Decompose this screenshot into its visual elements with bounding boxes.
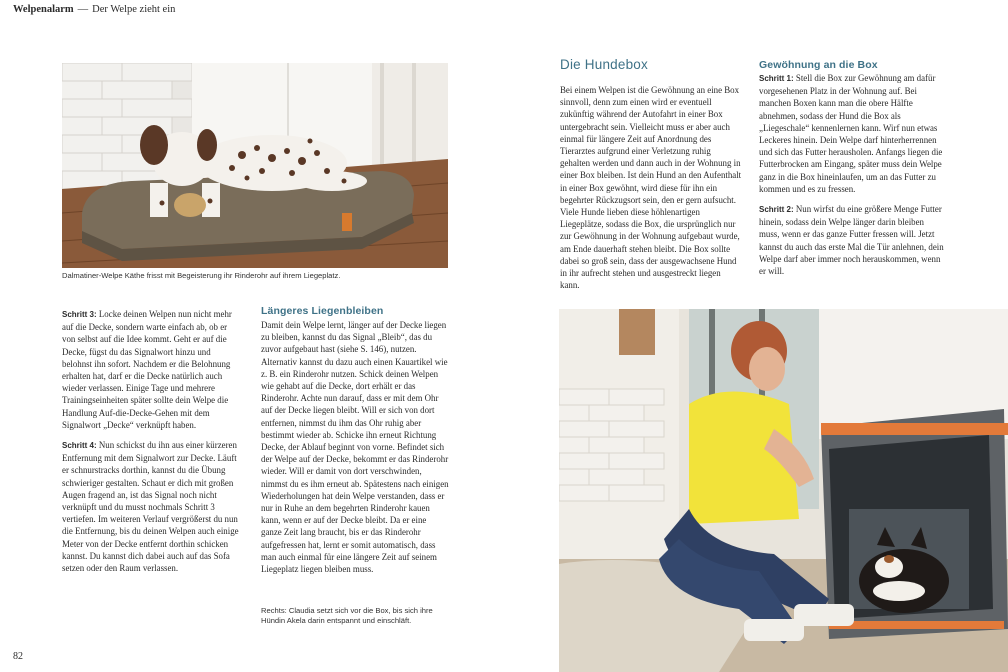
photo-caption-right: Rechts: Claudia setzt sich vor die Box, bis sich ihre Hündin Akela darin entspannt und einschläft. — [261, 606, 433, 625]
header-separator: — — [77, 4, 89, 15]
running-header — [13, 4, 175, 15]
section-heading-habituation: Gewöhnung an die Box — [759, 59, 878, 71]
right-column-2 — [759, 59, 945, 285]
page-number: 82 — [13, 651, 23, 662]
step2-text: Nun wirfst du eine größere Menge Futter hinein, sodass dein Welpe länger darin bleiben muss, wenn er das ganze Futter fressen will. Jetzt kannst du auch das erste Mal die Tür anlehnen, dein Welpe darf aber immer noch herauskommen, wenn er will. — [759, 204, 944, 277]
step2-label: Schritt 2: — [759, 205, 794, 215]
step4-label: Schritt 4: — [62, 441, 97, 451]
puppy-photo — [62, 63, 448, 268]
step1-label: Schritt 1: — [759, 74, 794, 83]
right-column-1 — [560, 57, 742, 291]
left-column — [62, 308, 240, 582]
step1-paragraph — [759, 72, 945, 195]
step4-text: Nun schickst du ihn aus einer kürzeren Entfernung mit dem Signalwort zur Decke. Läuft er schnurstracks dorthin, kannst du die Übung schwieriger gestalten. Schaut er dich mit großen Augen fragend an, ist das Signal noch nicht verknüpft und du musst nochmals Schritt 3 vertiefen. Im weiteren Verlauf vergrößerst du nun die Entfernung, bis du deinen Welpen auch einige Meter von der Decke entfernt dorthin schicken kannst. Du kannst dich dabei auch auf das Sofa setzen oder den Raum verlassen. — [62, 440, 239, 574]
section-heading-longer-lying: Längeres Liegenbleiben — [261, 305, 384, 317]
step2-paragraph — [759, 203, 945, 277]
step4-paragraph — [62, 439, 240, 574]
header-section: Welpenalarm — [13, 4, 74, 15]
section-heading-dog-box: Die Hundebox — [560, 57, 648, 72]
photo-caption: Dalmatiner-Welpe Käthe frisst mit Begeisterung ihr Rinderohr auf ihrem Liegeplatz. — [62, 271, 341, 280]
step3-paragraph — [62, 308, 240, 431]
middle-column-text: Damit dein Welpe lernt, länger auf der Decke liegen zu bleiben, kannst du das Signal „Bleib“, das du zuvor aufgebaut hast (siehe S. 146), nutzen. Alternativ kannst du dazu auch einen Kauartikel wie z. B. ein Rinderohr nutzen. Schick deinen Welpen wie gehabt auf die Decke, dort erhält er das Rinderohr. Achte nun darauf, dass er mit dem Ohr auf der Decke liegen bleibt. Will er sich von dort entfernen, nimmst du ihm das Ohr ruhig aber bestimmt wieder ab. Schicke ihn erneut Richtung Decke, der Ablauf beginnt von vorne. Befindet sich der Welpe auf der Decke, bekommt er das Rinderohr wieder. Will er damit von dort verschwinden, nimmst du es ihm erneut ab. Spätestens nach einigen Wiederholungen hat dein Welpe verstanden, dass er nur in Ruhe an dem begehrten Rinderohr kauen kann, wenn er auf der Decke bleibt. Da er eine ganze Zeit lang braucht, bis er das Rinderohr aufgefressen hat, lernt er somit automatisch, dass man auch einmal für eine längere Zeit auf seinem Liegeplatz liegen bleiben muss. — [261, 320, 449, 575]
right-column-1-text: Bei einem Welpen ist die Gewöhnung an eine Box sinnvoll, denn zum einen wird er eventuell zukünftig während der Autofahrt in einer Box untergebracht sein. Vielleicht muss er aber auch einmal für längere Zeit auf Anordnung des Tierarztes aufgrund einer Verletzung ruhig gehalten werden und dann auch in der Wohnung in einer Box bleiben. Ist dein Hund an den Aufenthalt in einer Box gewöhnt, wird diese für ihn ein begehrter Rückzugsort sein, den er gern aufsucht. Viele Hunde lieben diese höhlenartigen Liegeplätze, sodass die Box, die ursprünglich nur zur Gewöhnung in der Wohnung aufgebaut wurde, am Ende dauerhaft stehen bleibt. Die Box sollte dabei so groß sein, dass der ausgewachsene Hund in ihr aufrecht stehen und ausgestreckt liegen kann. — [560, 85, 742, 291]
step3-text: Locke deinen Welpen nun nicht mehr auf die Decke, sondern warte einfach ab, ob er von selbst auf die Idee kommt. Geht er auf die Decke, fügst du das Signalwort hinzu und belohnst ihn sofort. Nachdem er die Belohnung erhalten hat, darf er die Decke natürlich auch wieder verlassen. Einige Tage und mehrere Trainingseinheiten später sollte dein Welpe die Handlung Auf-die-Decke-Gehen mit dem Signalwort „Decke“ verknüpft haben. — [62, 309, 232, 430]
step3-label: Schritt 3: — [62, 310, 97, 319]
step1-text: Stell die Box zur Gewöhnung am dafür vorgesehenen Platz in der Wohnung auf. Bei manchen Boxen kann man die obere Hälfte abnehmen, sodass der Hund die Box als „Liegeschale“ kennenlernen kann. Wirf nun etwas Leckeres hinein. Dein Welpe darf hinterherrennen und sich das Futter herausholen. Anfangs liegen die Futterbrocken am Eingang, später muss dein Welpe ganz in die Box hineinlaufen, um an das Futter zu kommen und es zu fressen. — [759, 73, 943, 194]
dog-box-photo — [559, 309, 1008, 672]
middle-column — [261, 305, 449, 575]
header-chapter: Der Welpe zieht ein — [92, 4, 176, 15]
